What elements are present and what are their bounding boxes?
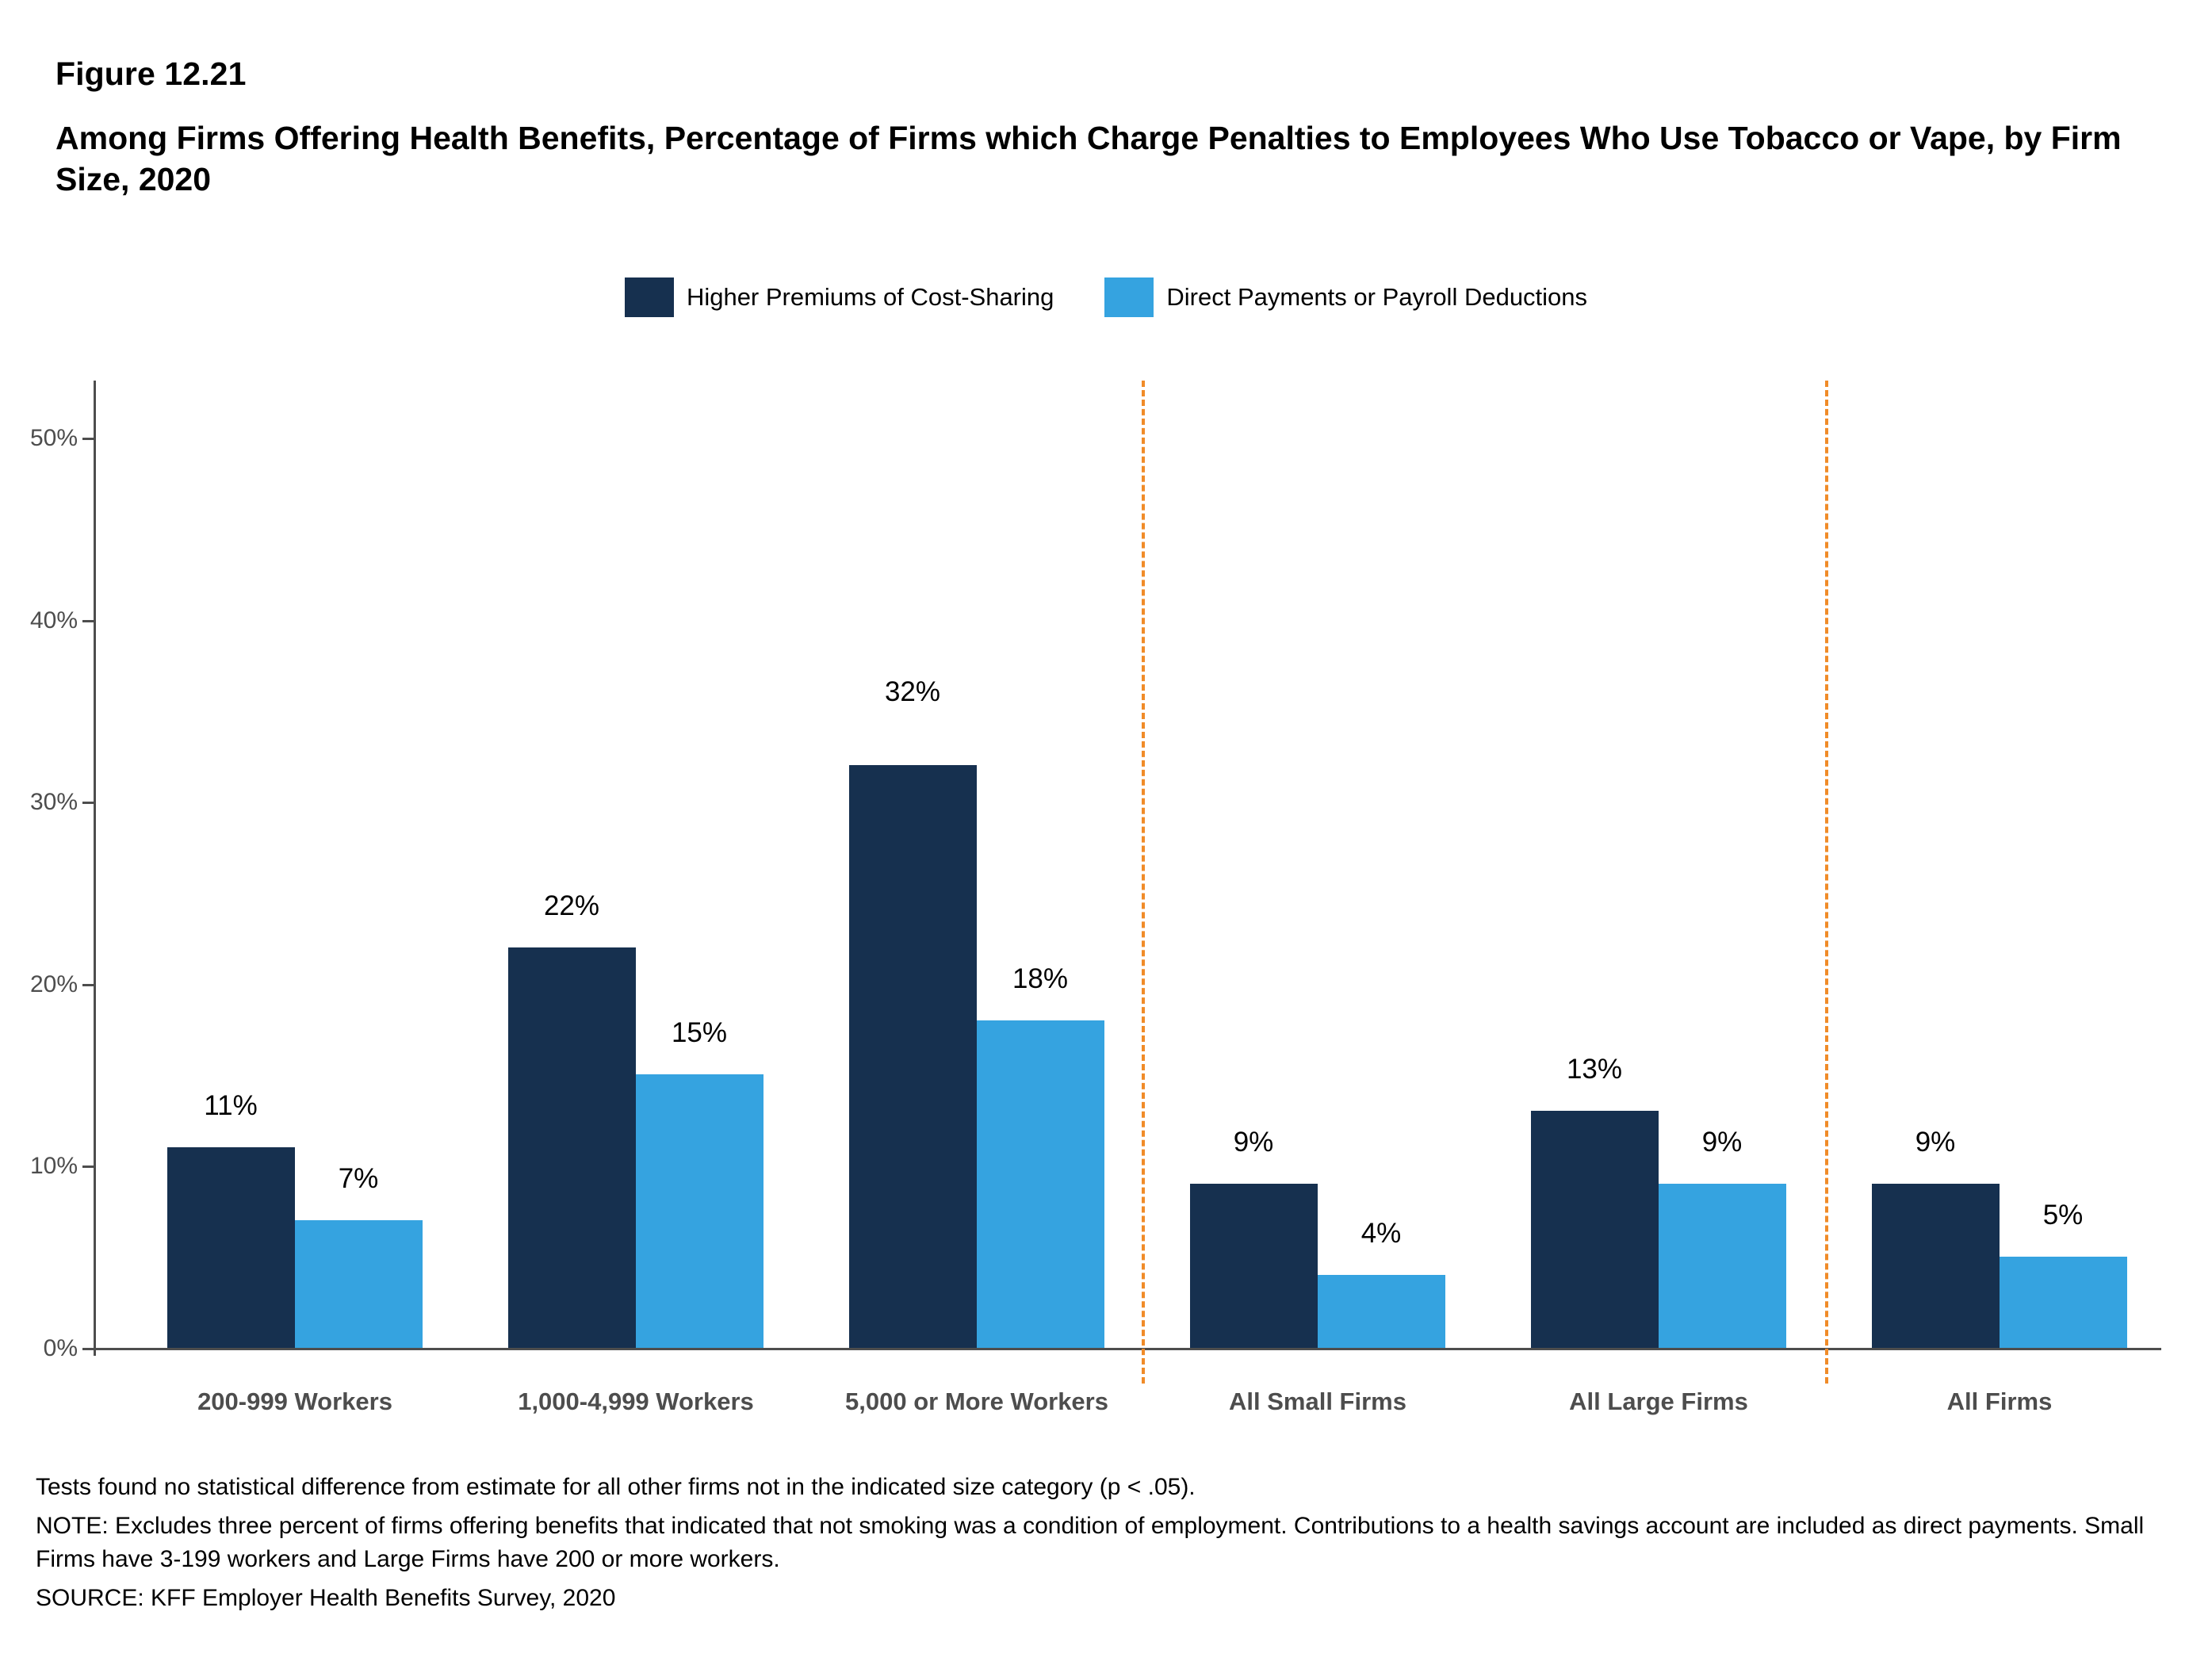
y-tick-label-10: 10% [29,1153,78,1179]
divider-all-firms [1825,381,1828,1384]
y-tick-mark-30 [82,802,94,804]
footnote-significance: Tests found no statistical difference from estimate for all other firms not in the indicated size category (p < .05). [36,1474,1196,1500]
bar-series2-cat5 [1659,1184,1786,1348]
bar-series2-cat2 [636,1074,763,1348]
y-tick-label-40: 40% [29,607,78,633]
bar-series2-cat4 [1318,1275,1445,1348]
category-label-4: All Small Firms [1229,1388,1406,1415]
y-tick-label-0: 0% [43,1335,78,1361]
bar-label-series2-cat1: 7% [338,1163,379,1194]
y-tick-label-20: 20% [29,971,78,997]
y-axis-line [94,381,96,1356]
bar-label-series1-cat5: 13% [1566,1054,1623,1085]
chart-title: Among Firms Offering Health Benefits, Percentage of Firms which Charge Penalties to Employees Who Use Tobacco or Vape, by Firm Size, 2020 [55,120,2122,198]
bar-label-series2-cat2: 15% [671,1017,728,1048]
bar-label-series1-cat3: 32% [884,676,941,707]
footnotes [36,1471,2176,1620]
bar-label-series2-cat6: 5% [2042,1200,2084,1231]
bar-series1-cat4 [1190,1184,1318,1348]
bar-series2-cat6 [2000,1257,2127,1348]
y-tick-mark-10 [82,1166,94,1168]
bar-series2-cat3 [977,1020,1104,1348]
y-tick-mark-50 [82,438,94,440]
bar-label-series2-cat4: 4% [1360,1218,1402,1249]
bar-label-series1-cat2: 22% [543,890,600,921]
bar-series1-cat2 [508,947,636,1348]
bar-series1-cat3 [849,765,977,1348]
legend-label-series1: Higher Premiums of Cost-Sharing [686,283,1054,311]
bar-series2-cat1 [295,1220,423,1348]
bar-label-series1-cat6: 9% [1915,1127,1956,1158]
figure-label: Figure 12.21 [55,56,247,92]
divider-small-firms [1142,381,1145,1384]
x-axis-line [94,1348,2161,1350]
category-label-3: 5,000 or More Workers [845,1388,1108,1415]
category-label-6: All Firms [1946,1388,2053,1415]
y-tick-mark-20 [82,984,94,986]
legend-label-series2: Direct Payments or Payroll Deductions [1166,283,1588,311]
y-tick-label-50: 50% [29,425,78,451]
bar-label-series2-cat3: 18% [1012,963,1069,994]
category-label-5: All Large Firms [1569,1388,1748,1415]
footnote-note: NOTE: Excludes three percent of firms offering benefits that indicated that not smoking was a condition of employment. Contributions to a health savings account are included as direct payments. Small Firms have 3-199 workers and Large Firms have 200 or more workers. [36,1512,2145,1573]
y-tick-mark-40 [82,620,94,622]
bar-label-series2-cat5: 9% [1701,1127,1743,1158]
bar-label-series1-cat1: 11% [204,1090,258,1121]
category-label-2: 1,000-4,999 Workers [518,1388,754,1415]
footnote-source: SOURCE: KFF Employer Health Benefits Survey, 2020 [36,1584,616,1611]
y-tick-label-30: 30% [29,789,78,815]
y-tick-mark-0 [82,1348,94,1350]
category-label-1: 200-999 Workers [197,1388,392,1415]
bar-label-series1-cat4: 9% [1233,1127,1274,1158]
